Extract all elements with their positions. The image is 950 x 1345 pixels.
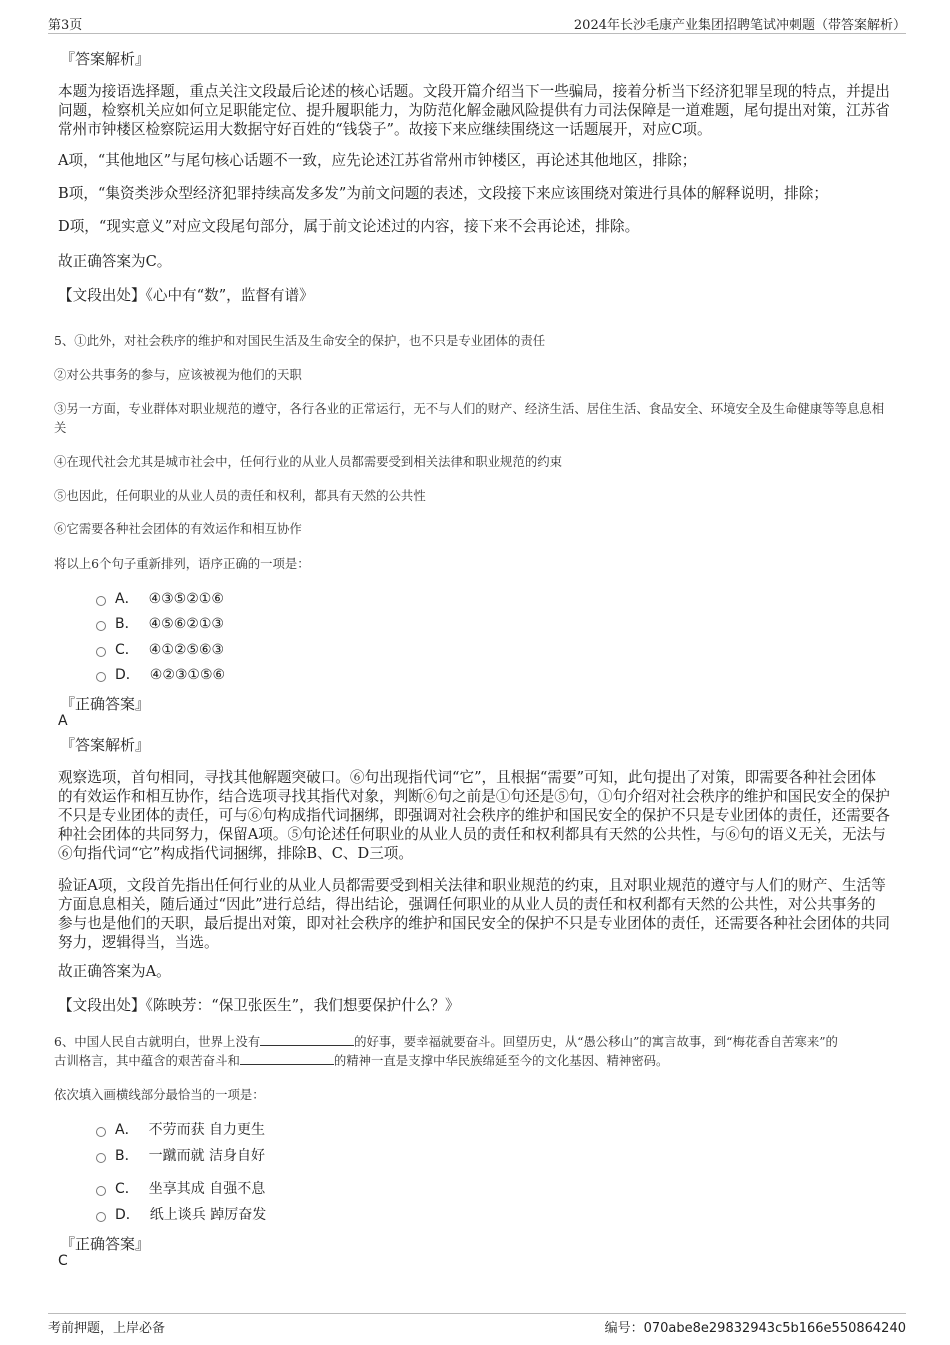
option-text: 纸上谈兵 踔厉奋发 — [149, 1207, 267, 1223]
q6-option-b[interactable] — [96, 1146, 265, 1166]
option-letter: D． — [115, 667, 140, 683]
option-letter: C． — [115, 642, 139, 658]
fill-blank-2 — [240, 1053, 334, 1065]
q5-analysis-paragraph-1: 观察选项，首句相同，寻找其他解题突破口。⑥句出现指代词“它”，且根据“需要”可知，此句提出了对策，即需要各种社会团体的有效运作和相互协作，结合选项寻找其指代对象，判断⑥句之前是①句还是⑤句，①句介绍对社会秩序的维护和国民安全的保护不只是专业团体的责任，可与⑥句构成指代词捆绑，即强调对社会秩序的维护和国民安全的保护不只是专业团体的责任，还需要各种社会团体的共同努力，保留A项。⑤句论述任何职业的从业人员的责任和权利都具有天然的公共性，与⑥句的语义无关，无法与⑥句指代词“它”构成指代词捆绑，排除B、C、D三项。 — [58, 769, 890, 862]
q5-option-d[interactable] — [96, 665, 225, 685]
q5-sentence-6: ⑥它需要各种社会团体的有效运作和相互协作 — [54, 521, 302, 536]
q6-option-a[interactable] — [96, 1120, 265, 1140]
code-value: 070abe8e29832943c5b166e550864240 — [643, 1321, 906, 1336]
q4-analysis-option-b: B项，“集资类涉众型经济犯罪持续高发多发”为前文问题的表述，文段接下来应该围绕对策进行具体的解释说明，排除； — [58, 185, 828, 202]
option-letter: A． — [115, 591, 139, 607]
q6-option-d[interactable] — [96, 1205, 266, 1225]
q5-option-c[interactable] — [96, 640, 224, 660]
q5-answer: A — [58, 713, 68, 729]
q5-analysis-label: 『答案解析』 — [60, 736, 151, 754]
q6-stem — [54, 1032, 896, 1070]
q5-option-b[interactable] — [96, 614, 224, 634]
q5-analysis-paragraph-2: 验证A项，文段首先指出任何行业的从业人员都需要受到相关法律和职业规范的约束，且对职业规范的遵守与人们的财产、生活等方面息息相关，随后通过“因此”进行总结，得出结论，强调任何职业的从业人员的责任和权利都有天然的公共性，对公共事务的参与也是他们的天职，最后提出对策，即对社会秩序的维护和国民安全的保护不只是专业团体的责任，还需要各种社会团体的共同努力，逻辑得当，当选。 — [58, 877, 890, 951]
option-text: ④③⑤②①⑥ — [148, 591, 224, 607]
radio-icon[interactable] — [96, 647, 106, 657]
option-text: 不劳而获 自力更生 — [148, 1122, 266, 1138]
q4-analysis-option-d: D项，“现实意义”对应文段尾句部分，属于前文论述过的内容，接下来不会再论述，排除。 — [58, 218, 640, 235]
q5-prompt: 将以上6个句子重新排列，语序正确的一项是： — [54, 556, 310, 571]
q5-answer-label: 『正确答案』 — [60, 695, 151, 713]
document-code — [605, 1317, 906, 1336]
q5-option-a[interactable] — [96, 589, 224, 609]
q4-conclusion: 故正确答案为C。 — [58, 253, 172, 270]
option-text: 一蹴而就 洁身自好 — [148, 1148, 266, 1164]
option-text: ④②③①⑤⑥ — [149, 667, 226, 683]
option-letter: C． — [115, 1181, 139, 1197]
option-letter: D． — [115, 1207, 140, 1223]
page-header — [48, 12, 906, 34]
radio-icon[interactable] — [96, 596, 106, 606]
q4-analysis-label: 『答案解析』 — [60, 50, 151, 68]
q5-sentence-2: ②对公共事务的参与，应该被视为他们的天职 — [54, 367, 302, 382]
q5-sentence-3: ③另一方面，专业群体对职业规范的遵守，各行各业的正常运行，无不与人们的财产、经济生活、居住生活、食品安全、环境安全及生命健康等等息息相关 — [54, 401, 885, 435]
q4-analysis-paragraph: 本题为接语选择题，重点关注文段最后论述的核心话题。文段开篇介绍当下一些骗局，接着分析当下经济犯罪呈现的特点，并提出问题，检察机关应如何立足职能定位、提升履职能力，为防范化解金融风险提供有力司法保障是一道难题，尾句提出对策，江苏省常州市钟楼区检察院运用大数据守好百姓的“钱袋子”。故接下来应继续围绕这一话题展开，对应C项。 — [58, 83, 890, 138]
q5-conclusion: 故正确答案为A。 — [58, 963, 171, 980]
q6-stem-part-2: 的好事，要幸福就要奋斗。回望历史，从“愚公移山”的寓言故事，到“梅花香自苦寒来”的 — [354, 1034, 838, 1049]
option-text: ④⑤⑥②①③ — [148, 616, 224, 632]
radio-icon[interactable] — [96, 672, 106, 682]
q5-stem: 5、①此外，对社会秩序的维护和对国民生活及生命安全的保护，也不只是专业团体的责任 — [54, 333, 546, 348]
page-number: 第3页 — [48, 18, 83, 33]
option-text: ④①②⑤⑥③ — [148, 642, 225, 658]
radio-icon[interactable] — [96, 1212, 106, 1222]
page-footer — [48, 1313, 906, 1337]
code-label: 编号： — [604, 1321, 644, 1336]
option-letter: B． — [115, 1148, 139, 1164]
radio-icon[interactable] — [96, 1153, 106, 1163]
q6-stem-part-4: 的精神一直是支撑中华民族绵延至今的文化基因、精神密码。 — [333, 1053, 669, 1068]
fill-blank-1 — [260, 1034, 354, 1046]
radio-icon[interactable] — [96, 1186, 106, 1196]
footer-slogan: 考前押题，上岸必备 — [48, 1321, 166, 1336]
q6-prompt: 依次填入画横线部分最恰当的一项是： — [54, 1087, 265, 1102]
q6-stem-part-1: 6、中国人民自古就明白，世界上没有 — [54, 1034, 261, 1049]
option-letter: B． — [115, 616, 139, 632]
radio-icon[interactable] — [96, 1127, 106, 1137]
q6-option-c[interactable] — [96, 1179, 265, 1199]
option-text: 坐享其成 自强不息 — [148, 1181, 266, 1197]
q4-analysis-option-a: A项，“其他地区”与尾句核心话题不一致，应先论述江苏省常州市钟楼区，再论述其他地区，排除； — [58, 152, 697, 169]
q5-sentence-4: ④在现代社会尤其是城市社会中，任何行业的从业人员都需要受到相关法律和职业规范的约束 — [54, 454, 563, 469]
option-letter: A． — [115, 1122, 139, 1138]
q6-answer: C — [58, 1253, 68, 1269]
q6-stem-part-3: 古训格言，其中蕴含的艰苦奋斗和 — [54, 1053, 240, 1068]
q5-source: 【文段出处】《陈映芳：“保卫张医生”，我们想要保护什么？》 — [58, 997, 460, 1014]
radio-icon[interactable] — [96, 621, 106, 631]
q5-sentence-5: ⑤也因此，任何职业的从业人员的责任和权利，都具有天然的公共性 — [54, 488, 426, 503]
document-title: 2024年长沙毛康产业集团招聘笔试冲刺题（带答案解析） — [573, 18, 906, 33]
q4-source: 【文段出处】《心中有“数”，监督有谱》 — [58, 287, 314, 304]
q6-answer-label: 『正确答案』 — [60, 1235, 151, 1253]
